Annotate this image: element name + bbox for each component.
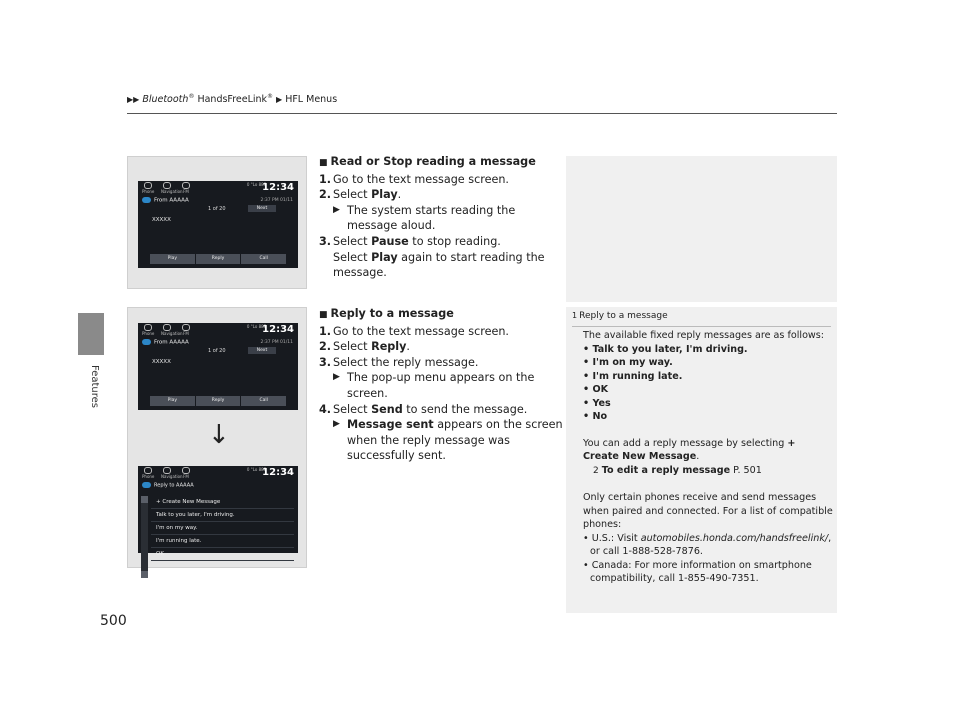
scroll-up-icon [141,496,148,503]
phone-icon: Phone [142,182,154,194]
breadcrumb-arrow-icon: ▶▶ [127,95,140,105]
message-header: From AAAAA [142,197,189,204]
reply-button: Reply [196,254,241,264]
result-arrow-icon: ▶ [333,419,340,430]
list-item: I'm running late. [151,535,294,548]
message-body: XXXXX [152,359,171,365]
list-item: • I'm on my way. [583,357,673,368]
screenshot-box-reply [127,307,307,568]
list-item: OK [151,548,294,561]
clock: 12:34 [262,324,294,335]
cross-reference: 2 To edit a reply message P. 501 [593,464,762,476]
message-bubble-icon [142,482,151,488]
reply-button: Reply [196,396,241,406]
side-note-reply: 1 Reply to a message The available fixed reply messages are as follows: • Talk to you later, I'm driving. • I'm on my way. • I'm running late. • OK • Yes • No You can add a reply message by selecting + Create New Message. 2 To edit a reply message P. 501 Only certain phones receive and send messages when paired and connected. For a list of compatible phones: • U.S.: Visit automobiles.honda.com/handsfreelink/, or call 1-888-528-7876. • Canada: For more information on smartphone compatibility, call 1-855-490-7351. [566,307,837,613]
result-arrow-icon: ▶ [333,372,340,383]
next-button: Next [248,347,276,354]
reply-header: Reply to AAAAA [142,482,194,489]
list-item: + Create New Message [151,496,294,509]
play-button: Play [150,396,195,406]
screen-nav [142,182,192,194]
side-note-panel [566,156,837,302]
fm-icon: FM [180,324,192,336]
square-bullet-icon: ■ [319,310,328,320]
section-heading: ■ Reply to a message [319,307,454,320]
breadcrumb: ▶▶ Bluetooth® HandsFreeLink® ▶ HFL Menus [127,93,338,106]
list-item: I'm on my way. [151,522,294,535]
call-button: Call [241,254,286,264]
next-button: Next [248,205,276,212]
result-arrow-icon: ▶ [333,204,340,215]
navigation-icon: Navigation [161,324,173,336]
down-arrow-icon: ↓ [208,420,230,450]
screen-buttons [150,254,286,264]
list-item: Talk to you later, I'm driving. [151,509,294,522]
note-title: 1 Reply to a message [572,311,668,321]
scrollbar [141,496,148,578]
list-item: • Talk to you later, I'm driving. [583,343,748,355]
section-heading: ■ Read or Stop reading a message [319,155,536,168]
screen-message: Phone Navigation FM 0 °Lo 88F 12:34 From AAAAA 2:37 PM 01/11 1 of 20 Next XXXXX Play Reply Call [138,181,298,268]
phone-icon: Phone [142,324,154,336]
section-tab [78,313,104,355]
scroll-down-icon [141,571,148,578]
play-button: Play [150,254,195,264]
fm-icon: FM [180,467,192,479]
phone-icon: Phone [142,467,154,479]
screen-reply-list: Phone Navigation FM 0 °Lo 88F 12:34 Reply to AAAAA + Create New Message Talk to you later, I'm driving. I'm on my way. I'm running late. OK [138,466,298,553]
fm-icon: FM [180,182,192,194]
screenshot-box-read [127,156,307,289]
section-label: Features [89,365,100,408]
message-bubble-icon [142,197,151,203]
message-bubble-icon [142,339,151,345]
header-rule [127,113,837,114]
screen-message: Phone Navigation FM 0 °Lo 88F 12:34 From AAAAA 2:37 PM 01/11 1 of 20 Next XXXXX Play Reply Call [138,323,298,410]
page-number: 500 [100,613,127,629]
message-header: From AAAAA [142,339,189,346]
clock: 12:34 [262,467,294,478]
list-item: • Yes [583,397,611,409]
section-read-stop: ■ Read or Stop reading a message 1. Go to the text message screen. 2. Select Play. ▶ The system starts reading the message aloud. 3. Select Pause to stop reading. Select Play again to start reading the message. [319,154,559,281]
note-icon: 1 [572,311,578,320]
reply-list [151,496,294,561]
list-item: • No [583,411,608,422]
reference-icon: 2 [593,465,599,476]
message-body: XXXXX [152,217,171,223]
section-reply: ■ Reply to a message 1. Go to the text message screen. 2. Select Reply. 3. Select the reply message. ▶ The pop-up menu appears on the screen. 4. Select Send to send the message. ▶ Message sent appears on the screen when the reply message was successfully sent. [319,307,563,463]
navigation-icon: Navigation [161,467,173,479]
call-button: Call [241,396,286,406]
list-item: • I'm running late. [583,370,683,382]
note-rule [572,326,831,327]
breadcrumb-arrow-icon: ▶ [276,95,283,105]
navigation-icon: Navigation [161,182,173,194]
clock: 12:34 [262,182,294,193]
square-bullet-icon: ■ [319,158,328,168]
list-item: • OK [583,384,609,395]
